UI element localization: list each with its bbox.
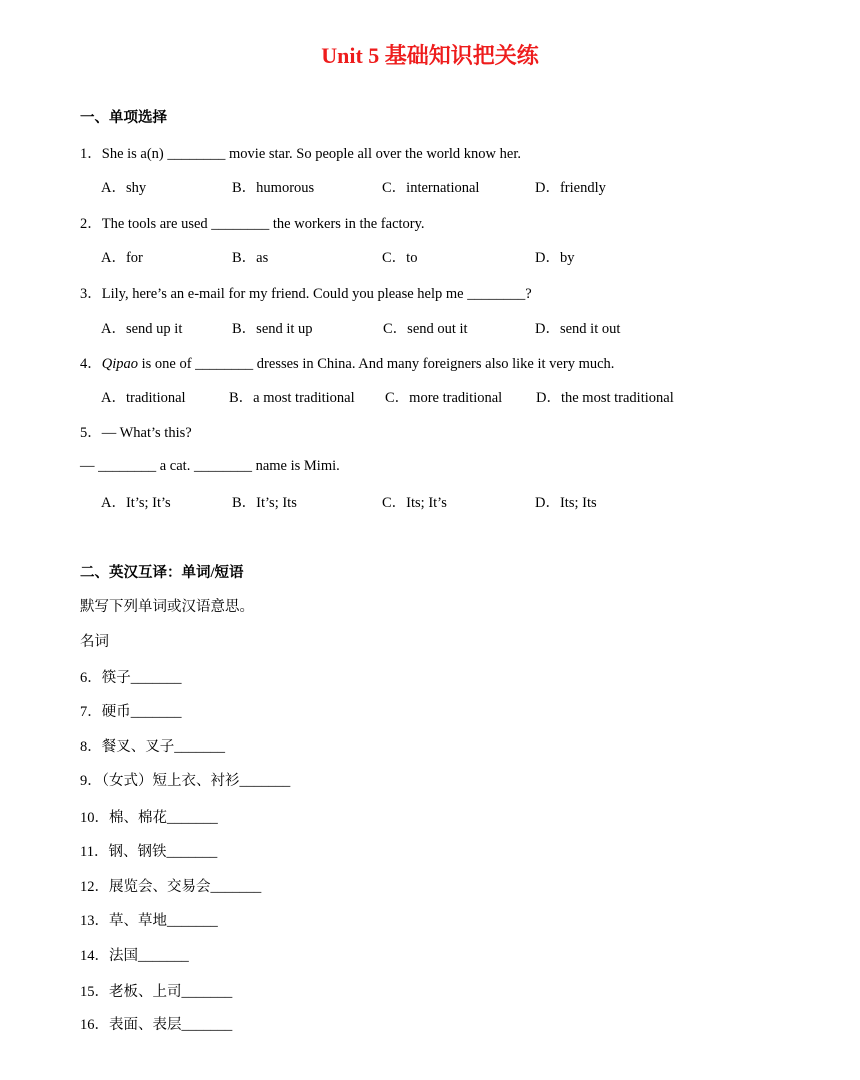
page-title: Unit 5 基础知识把关练	[321, 43, 539, 68]
section-heading-choice: 一、单项选择	[80, 110, 167, 126]
option-b[interactable]: B．send it up	[232, 321, 313, 337]
question-5	[80, 423, 192, 443]
option-c[interactable]: C．to	[382, 250, 418, 266]
section-instruction: 默写下列单词或汉语意思。	[80, 599, 254, 615]
option-a[interactable]: A．traditional	[101, 390, 186, 406]
question-number: 1．	[80, 146, 102, 162]
question-4	[80, 354, 614, 374]
vocab-item: 8．餐叉、叉子_______	[80, 739, 225, 755]
vocab-item: 10．棉、棉花_______	[80, 810, 218, 826]
question-number: 4．	[80, 356, 102, 372]
question-text: She is a(n) ________ movie star. So people all over the world know her.	[101, 146, 521, 162]
vocab-item: 6．筷子_______	[80, 670, 182, 686]
option-a[interactable]: A．It’s; It’s	[101, 495, 171, 511]
vocab-item: 7．硬币_______	[80, 704, 182, 720]
question-text: Lily, here’s an e-mail for my friend. Could you please help me ________?	[101, 286, 532, 302]
option-b[interactable]: B．It’s; Its	[232, 495, 297, 511]
option-c[interactable]: C．Its; It’s	[382, 495, 447, 511]
option-b[interactable]: B．as	[232, 250, 269, 266]
vocab-item: 14．法国_______	[80, 948, 189, 964]
question-number: 2．	[80, 216, 102, 232]
option-a[interactable]: A．send up it	[101, 321, 183, 337]
option-c[interactable]: C．send out it	[383, 321, 468, 337]
question-text: is one of ________ dresses in China. And many foreigners also like it very much.	[138, 356, 615, 372]
option-d[interactable]: D．friendly	[535, 180, 606, 196]
question-3	[80, 284, 532, 304]
question-text: The tools are used ________ the workers in the factory.	[101, 216, 425, 232]
subheading-nouns: 名词	[80, 634, 109, 650]
option-a[interactable]: A．for	[101, 250, 143, 266]
question-number: 3．	[80, 286, 102, 302]
option-d[interactable]: D．Its; Its	[535, 495, 597, 511]
option-c[interactable]: C．international	[382, 180, 480, 196]
section-heading-translation: 二、英汉互译：单词/短语	[80, 565, 244, 581]
question-1	[80, 144, 521, 164]
option-b[interactable]: B．a most traditional	[229, 390, 355, 406]
option-d[interactable]: D．by	[535, 250, 575, 266]
question-text: — What’s this?	[101, 425, 192, 441]
vocab-item: 16．表面、表层_______	[80, 1017, 233, 1033]
question-5-response: — ________ a cat. ________ name is Mimi.	[80, 458, 340, 474]
question-italic-term: Qipao	[101, 356, 138, 372]
option-d[interactable]: D．the most traditional	[536, 390, 674, 406]
question-number: 5．	[80, 425, 102, 441]
vocab-item: 11．钢、钢铁_______	[80, 844, 218, 860]
vocab-item: 13．草、草地_______	[80, 913, 218, 929]
option-c[interactable]: C．more traditional	[385, 390, 503, 406]
option-d[interactable]: D．send it out	[535, 321, 621, 337]
vocab-item: 12．展览会、交易会_______	[80, 879, 262, 895]
option-a[interactable]: A．shy	[101, 180, 147, 196]
option-b[interactable]: B．humorous	[232, 180, 315, 196]
question-2	[80, 214, 425, 234]
vocab-item: 15．老板、上司_______	[80, 984, 233, 1000]
vocab-item: 9．（女式）短上衣、衬衫_______	[80, 773, 291, 789]
